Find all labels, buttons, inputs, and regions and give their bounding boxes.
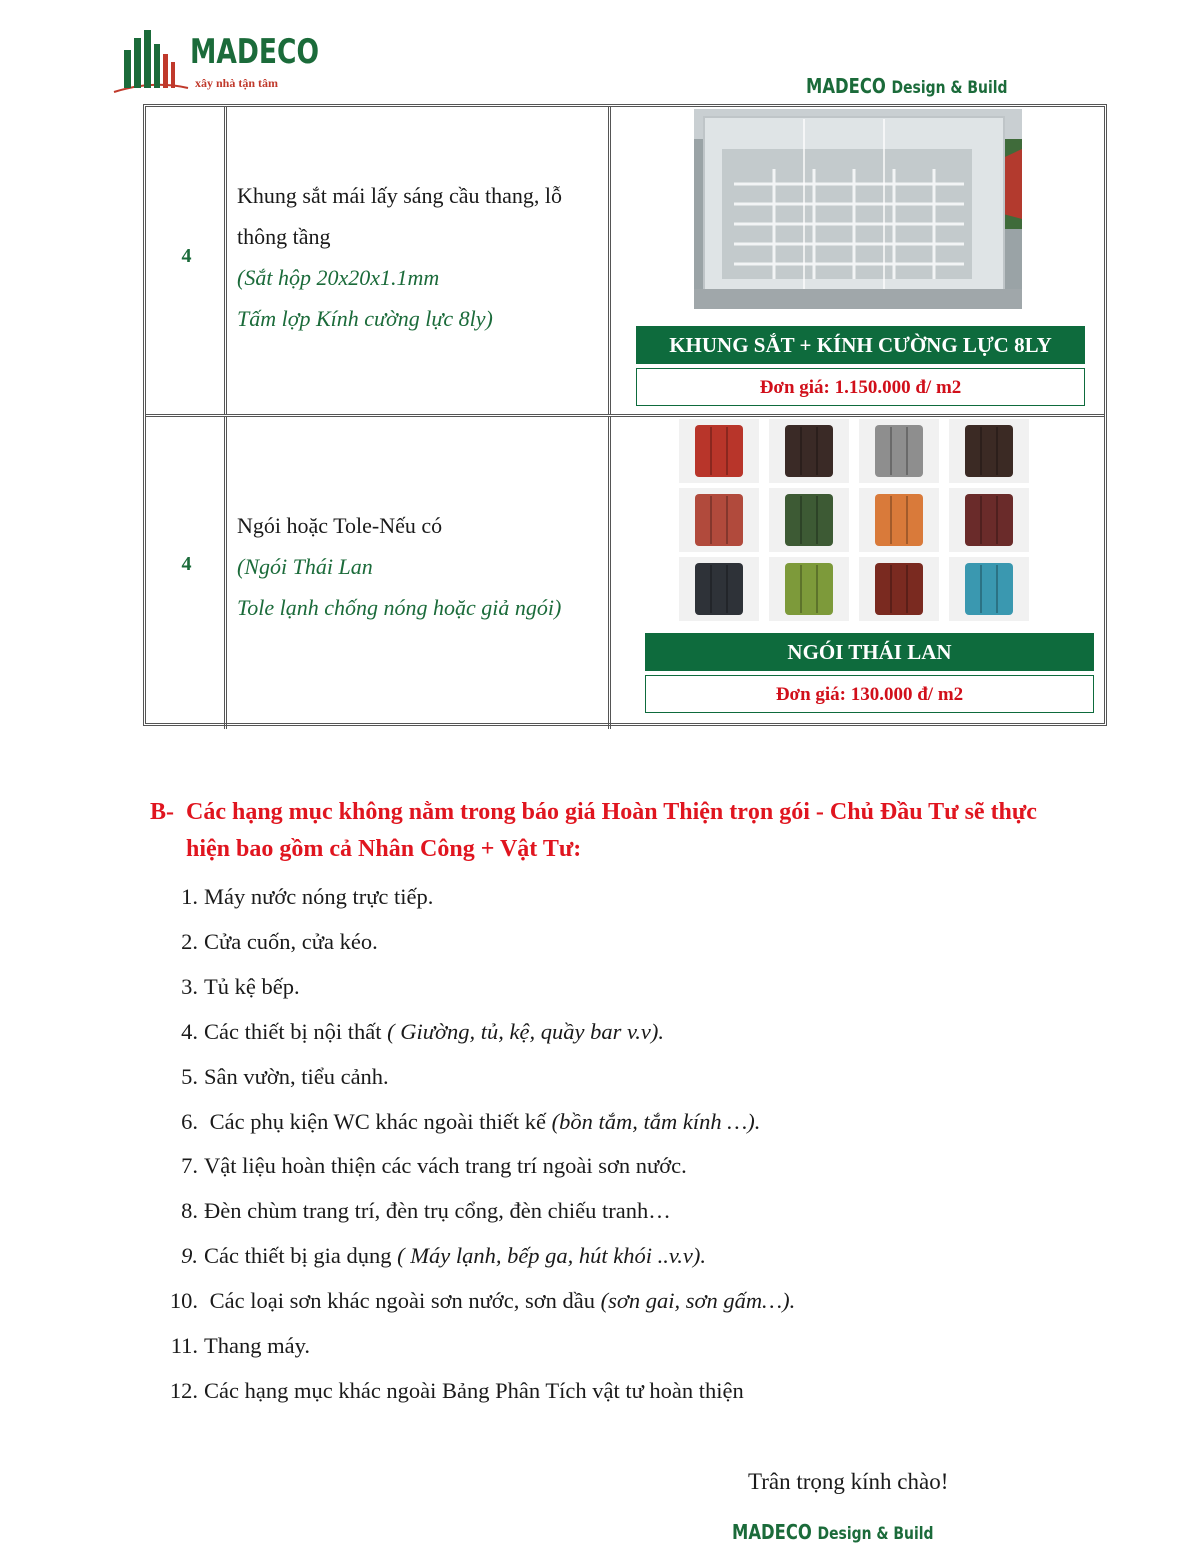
list-item-text: Tủ kệ bếp. xyxy=(204,973,300,999)
list-item xyxy=(150,1109,760,1149)
tile-swatch xyxy=(949,557,1029,621)
list-item-text: Các phụ kiện WC khác ngoài thiết kế xyxy=(204,1108,552,1134)
list-item-text: Cửa cuốn, cửa kéo. xyxy=(204,928,378,954)
list-item-text: Vật liệu hoàn thiện các vách trang trí ngoài sơn nước. xyxy=(204,1153,687,1179)
tile-swatch xyxy=(679,557,759,621)
tile-swatch xyxy=(949,419,1029,483)
row-number: 4 xyxy=(181,245,192,267)
list-item xyxy=(150,1198,671,1238)
list-item-number: 11. xyxy=(170,1333,198,1358)
list-item-number: 7. xyxy=(181,1153,198,1179)
list-item xyxy=(150,1243,706,1283)
list-item-number: 10. xyxy=(169,1288,198,1314)
list-item xyxy=(150,974,300,1014)
unit-price-box: Đơn giá: 1.150.000 đ/ m2 xyxy=(636,368,1085,406)
footer-brand-suffix: Design & Build xyxy=(817,1524,934,1544)
logo-tagline: xây nhà tận tâm xyxy=(195,76,279,90)
section-b-title-line1: Các hạng mục không nằm trong báo giá Hoàn Thiện trọn gói - Chủ Đầu Tư sẽ thực xyxy=(186,799,1037,825)
unit-price-box: Đơn giá: 130.000 đ/ m2 xyxy=(645,675,1094,713)
list-item-number: 12. xyxy=(169,1377,198,1403)
list-item-text: Các thiết bị nội thất xyxy=(204,1018,388,1044)
tile-swatch xyxy=(949,488,1029,552)
list-item xyxy=(150,1153,687,1193)
list-item-text: Thang máy. xyxy=(204,1333,311,1358)
row-spec-2: Tole lạnh chống nóng hoặc giả ngói) xyxy=(237,595,562,620)
row-title: Khung sắt mái lấy sáng cầu thang, lỗ thông tầng xyxy=(237,183,563,249)
list-item-number: 8. xyxy=(181,1198,198,1224)
row-number-cell xyxy=(146,417,227,729)
list-item xyxy=(150,884,433,924)
row-title: Ngói hoặc Tole-Nếu có xyxy=(237,513,443,538)
list-item xyxy=(150,1333,310,1373)
closing-greeting: Trân trọng kính chào! xyxy=(748,1469,949,1494)
list-item-number: 4. xyxy=(181,1018,198,1044)
row-description-cell xyxy=(227,417,611,729)
list-item-number: 5. xyxy=(181,1063,198,1089)
list-item-text: Các loại sơn khác ngoài sơn nước, sơn dầu xyxy=(204,1288,601,1314)
tile-swatch xyxy=(859,419,939,483)
company-logo xyxy=(112,26,320,96)
list-item-note: ( Máy lạnh, bếp ga, hút khói ..v.v). xyxy=(397,1243,706,1269)
list-item xyxy=(150,1378,744,1418)
section-b-title-line2: hiện bao gồm cả Nhân Công + Vật Tư: xyxy=(186,836,582,862)
building-logo-icon xyxy=(112,26,192,96)
tile-swatch xyxy=(679,488,759,552)
list-item-number: 6. xyxy=(181,1108,198,1134)
row-description xyxy=(237,505,600,628)
section-b-heading xyxy=(150,794,1150,868)
header-brand xyxy=(806,74,1007,98)
list-item xyxy=(150,1064,389,1104)
list-item-text: Các thiết bị gia dụng xyxy=(204,1243,398,1269)
list-item-text: Máy nước nóng trực tiếp. xyxy=(204,884,434,909)
tile-swatch xyxy=(769,488,849,552)
tile-swatch xyxy=(859,557,939,621)
header-brand-suffix: Design & Build xyxy=(891,78,1008,98)
table-row xyxy=(146,107,1104,417)
tile-swatch xyxy=(859,488,939,552)
list-item-note: (sơn gai, sơn gấm…). xyxy=(600,1288,796,1314)
list-item-note: (bồn tắm, tắm kính …). xyxy=(551,1108,761,1134)
list-item-text: Sân vườn, tiểu cảnh. xyxy=(204,1063,389,1089)
header-brand-name: MADECO xyxy=(806,74,886,98)
row-number: 4 xyxy=(181,553,192,575)
list-item-text: Đèn chùm trang trí, đèn trụ cổng, đèn chiếu tranh… xyxy=(204,1198,671,1224)
list-item-number: 2. xyxy=(181,928,198,954)
logo-wordmark: MADECO xyxy=(190,32,320,72)
row-description xyxy=(237,175,600,339)
image-caption-bar: KHUNG SẮT + KÍNH CƯỜNG LỰC 8LY xyxy=(636,326,1085,364)
row-image-cell xyxy=(611,417,1104,729)
tile-swatch xyxy=(769,557,849,621)
footer-brand-name: MADECO xyxy=(732,1520,812,1544)
list-item xyxy=(150,1288,795,1328)
tile-swatch xyxy=(769,419,849,483)
table-row xyxy=(146,417,1104,729)
roof-tiles-photo xyxy=(679,419,1035,625)
image-caption-bar: NGÓI THÁI LAN xyxy=(645,633,1094,671)
row-number-cell xyxy=(146,107,227,414)
row-spec-1: (Sắt hộp 20x20x1.1mm xyxy=(237,265,440,290)
list-item-note: ( Giường, tủ, kệ, quầy bar v.v). xyxy=(387,1018,665,1044)
row-spec-1: (Ngói Thái Lan xyxy=(237,554,373,579)
glass-skylight-photo xyxy=(694,109,1022,309)
list-item xyxy=(150,1019,664,1059)
row-image-cell xyxy=(611,107,1104,414)
list-item-number: 3. xyxy=(181,973,198,999)
row-description-cell xyxy=(227,107,611,414)
list-item xyxy=(150,929,378,969)
list-item-text: Các hạng mục khác ngoài Bảng Phân Tích vật tư hoàn thiện xyxy=(204,1377,744,1403)
list-item-number: 1. xyxy=(181,884,198,909)
tile-swatch xyxy=(679,419,759,483)
materials-table xyxy=(143,104,1107,726)
list-item-number: 9. xyxy=(181,1243,198,1269)
section-b-label: B- xyxy=(150,799,174,825)
row-spec-2: Tấm lợp Kính cường lực 8ly) xyxy=(237,306,493,331)
footer-brand xyxy=(732,1520,933,1544)
